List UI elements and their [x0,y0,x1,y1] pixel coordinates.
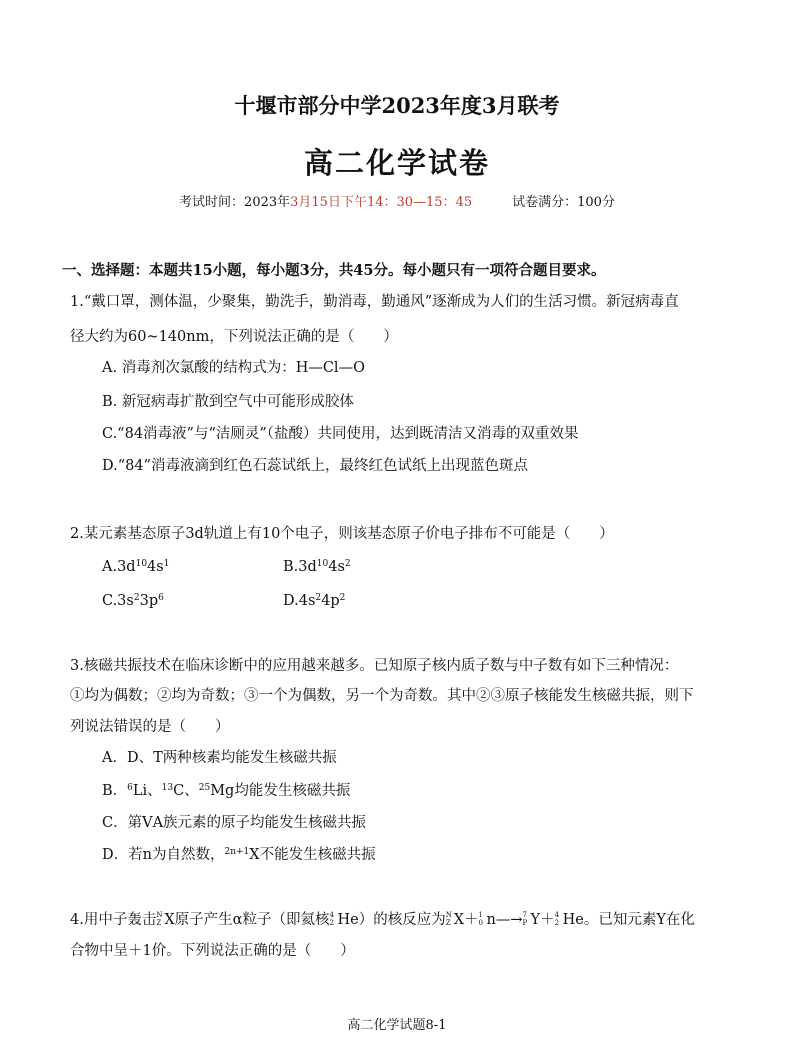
q1-stem-line1: 1.“戴口罩，测体温，少聚集，勤洗手，勤消毒，勤通风”逐渐成为人们的生活习惯。新冠病毒直 [70,294,679,310]
nuclide-x: N Z [156,911,163,927]
full-score: 试卷满分：100分 [512,195,615,210]
q2-option-b: $B.3d^{10}4s^2$ [283,559,351,575]
paper-title: 高二化学试卷 [303,146,490,180]
q1-option-b: B. 新冠病毒扩散到空气中可能形成胶体 [102,394,354,410]
q3-option-a: A．D、T两种核素均能发生核磁共振 [102,750,337,766]
q3-option-d: D．若n为自然数，$^{2n+1}$X不能发生核磁共振 [102,847,376,863]
nuclide-x-2: N Z [445,911,452,927]
q3-option-b: B．$^6$Li、$^{13}$C、$^{25}$Mg均能发生核磁共振 [102,783,351,799]
q4-stem-line2: 合物中呈＋1价。下列说法正确的是（ ） [70,943,355,959]
nuclide-y: 7 P [522,911,528,927]
school-title: 十堰市部分中学2023年度3月联考 [234,93,560,118]
q2-stem: 2.某元素基态原子3d轨道上有10个电子，则该基态原子价电子排布不可能是（ ） [70,526,614,542]
exam-time-label: 考试时间：2023年 [179,195,291,210]
q3-stem-line2: ①均为偶数；②均为奇数；③一个为偶数，另一个为奇数。其中②③原子核能发生核磁共振，则下 [70,688,694,704]
q2-option-d: $D.4s^24p^2$ [283,593,346,609]
exam-info [0,193,794,213]
q1-option-a: A. 消毒剂次氯酸的结构式为：H—Cl—O [102,360,365,376]
q3-stem-line1: 3.核磁共振技术在临床诊断中的应用越来越多。已知原子核内质子数与中子数有如下三种情况： [70,658,679,674]
section-heading: 一、选择题：本题共15小题，每小题3分，共45分。每小题只有一项符合题目要求。 [62,262,606,279]
q2-option-a: $A.3d^{10}4s^1$ [102,559,170,575]
exam-time-highlight: 3月15日下午14：30—15：45 [290,195,473,210]
nuclide-n: 1 0 [478,911,483,927]
q4-stem-line1: 4.用中子轰击 N Z X原子产生α粒子（即氦核 4 2 He）的核反应为 N Z X＋ 1 0 n—→ 7 P Y＋ 4 2 He。已知元素Y在化 [70,911,695,928]
q3-option-c: C．第ⅤA族元素的原子均能发生核磁共振 [102,815,367,831]
nuclide-he-2: 4 2 [554,911,560,927]
page-footer: 高二化学试题8-1 [347,1018,447,1033]
q1-option-c: C.“84消毒液”与“洁厕灵”（盐酸）共同使用，达到既清洁又消毒的双重效果 [102,426,579,442]
q3-stem-line3: 列说法错误的是（ ） [70,719,230,735]
q1-option-d: D.“84”消毒液滴到红色石蕊试纸上，最终红色试纸上出现蓝色斑点 [102,458,528,474]
q2-option-c: $C.3s^23p^6$ [102,593,164,609]
nuclide-he: 4 2 [329,911,334,927]
q1-stem-line2: 径大约为60~140nm，下列说法正确的是（ ） [70,329,398,345]
